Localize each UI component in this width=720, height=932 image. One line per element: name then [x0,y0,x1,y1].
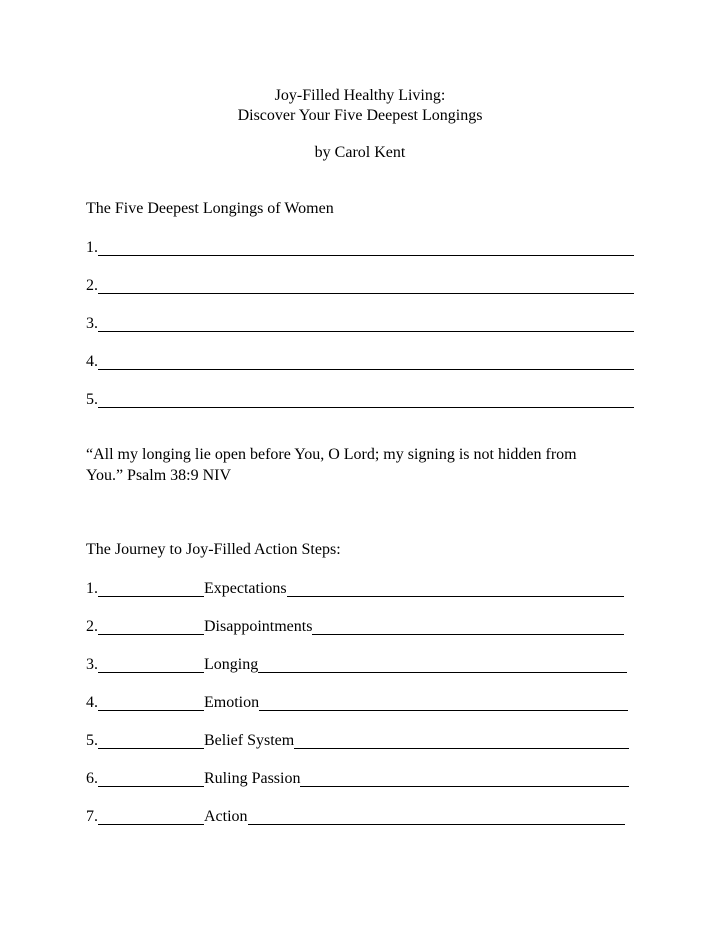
step-suffix-blank[interactable] [287,580,624,597]
step-label: Expectations [204,580,287,597]
step-prefix-blank[interactable] [98,694,204,711]
step-suffix-blank[interactable] [259,694,628,711]
step-number: 4. [86,694,98,711]
steps-heading: The Journey to Joy-Filled Action Steps: [86,541,341,558]
title-line-2: Discover Your Five Deepest Longings [237,107,483,124]
longing-blank[interactable] [98,239,634,256]
step-number: 5. [86,732,98,749]
quote-line-1: “All my longing lie open before You, O Lord; my signing is not hidden from [86,446,577,463]
step-line-3[interactable] [86,653,627,675]
longing-blank[interactable] [98,353,634,370]
step-line-2[interactable] [86,615,624,637]
longing-line-4[interactable] [86,350,634,372]
longing-blank[interactable] [98,391,634,408]
step-number: 6. [86,770,98,787]
longing-number: 2. [86,277,98,294]
longing-blank[interactable] [98,315,634,332]
step-label: Emotion [204,694,260,711]
longing-line-5[interactable] [86,388,634,410]
document-title [0,86,720,126]
step-label: Action [204,808,248,825]
step-suffix-blank[interactable] [258,656,627,673]
longings-heading: The Five Deepest Longings of Women [86,200,334,217]
longing-line-2[interactable] [86,274,634,296]
longing-number: 1. [86,239,98,256]
step-line-6[interactable] [86,767,629,789]
step-line-4[interactable] [86,691,628,713]
step-line-1[interactable] [86,577,624,599]
longing-blank[interactable] [98,277,634,294]
step-prefix-blank[interactable] [98,618,204,635]
step-suffix-blank[interactable] [248,808,625,825]
step-prefix-blank[interactable] [98,770,204,787]
step-prefix-blank[interactable] [98,656,204,673]
step-label: Ruling Passion [204,770,301,787]
step-line-7[interactable] [86,805,625,827]
longing-line-3[interactable] [86,312,634,334]
step-number: 3. [86,656,98,673]
quote-line-2: You.” Psalm 38:9 NIV [86,467,232,484]
title-line-1: Joy-Filled Healthy Living: [274,87,446,104]
longing-number: 3. [86,315,98,332]
step-number: 2. [86,618,98,635]
step-line-5[interactable] [86,729,629,751]
step-label: Longing [204,656,259,673]
longing-line-1[interactable] [86,236,634,258]
step-suffix-blank[interactable] [312,618,624,635]
step-label: Belief System [204,732,295,749]
step-prefix-blank[interactable] [98,808,204,825]
step-suffix-blank[interactable] [300,770,629,787]
step-suffix-blank[interactable] [294,732,629,749]
longing-number: 5. [86,391,98,408]
step-number: 1. [86,580,98,597]
step-prefix-blank[interactable] [98,580,204,597]
step-number: 7. [86,808,98,825]
step-label: Disappointments [204,618,313,635]
author-byline: by Carol Kent [314,144,406,161]
step-prefix-blank[interactable] [98,732,204,749]
longing-number: 4. [86,353,98,370]
scripture-quote [86,444,636,486]
